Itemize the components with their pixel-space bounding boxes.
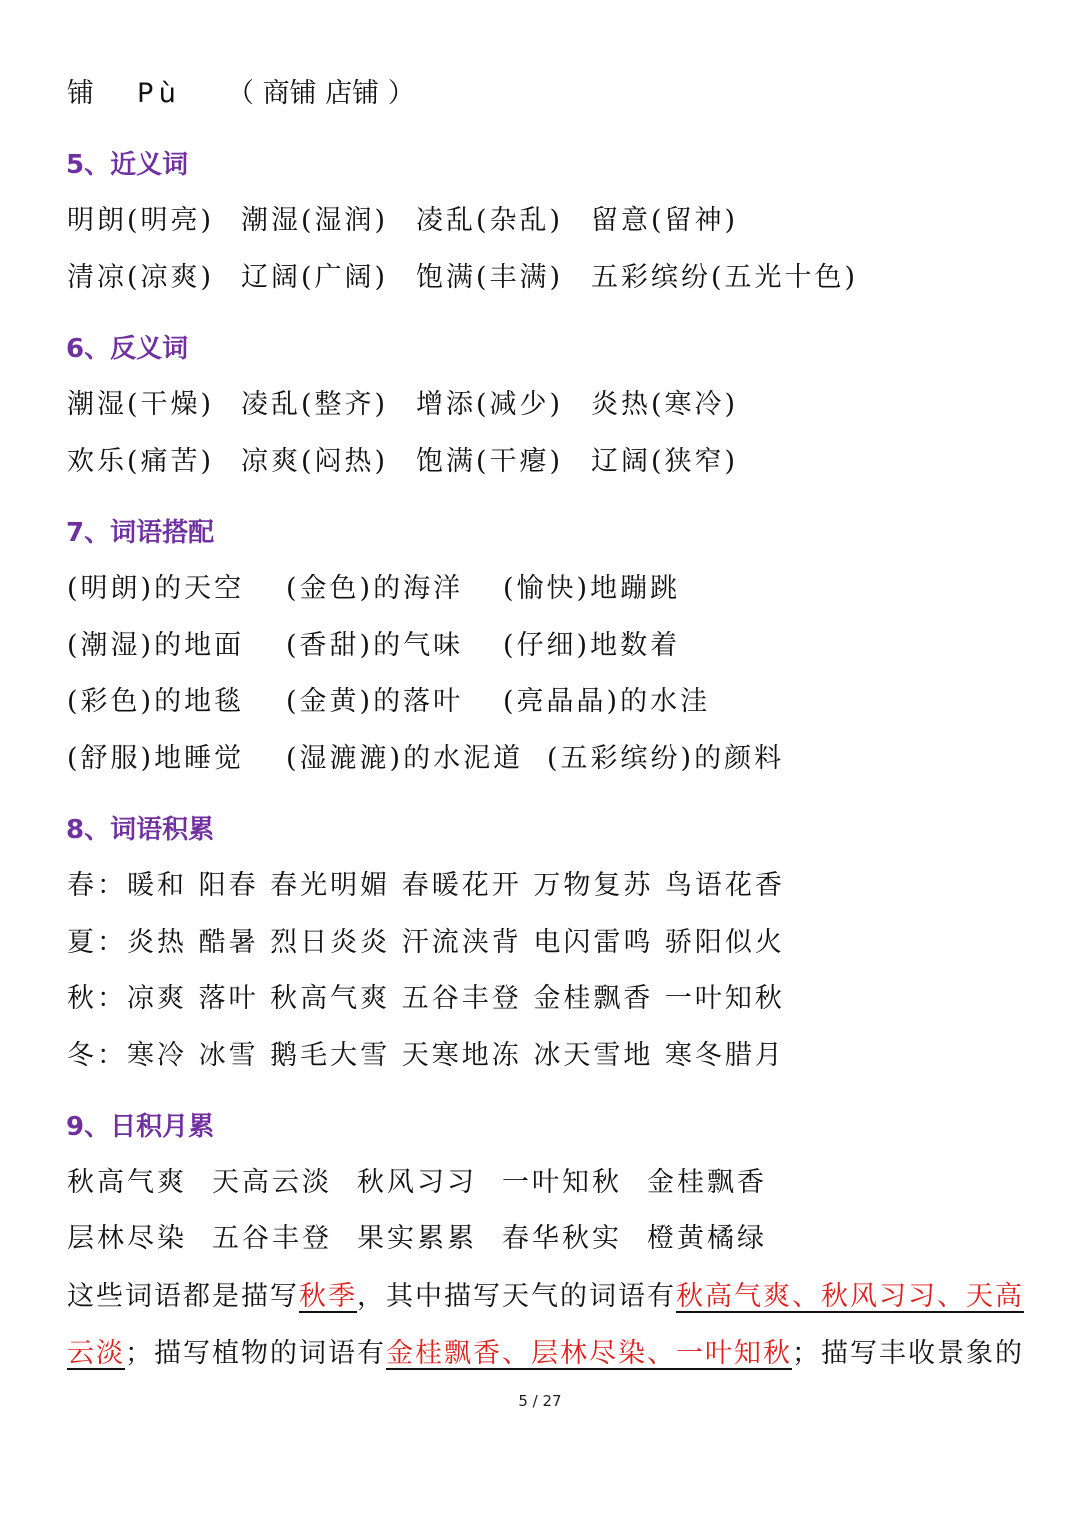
- paragraph-text: ，其中描写天气的词语有: [357, 1281, 676, 1312]
- idiom: 五谷丰登: [212, 1223, 332, 1254]
- pinyin-words: （ 商铺 店铺 ）: [227, 78, 415, 109]
- word-pair: 明朗(明亮): [67, 205, 215, 236]
- page-number: 5 / 27: [518, 1392, 562, 1410]
- section-heading-collocations: 7、词语搭配: [66, 518, 215, 548]
- section-heading-synonyms: 5、近义词: [66, 150, 189, 180]
- collocation: (潮湿)的地面: [67, 630, 245, 661]
- word-pair: 凌乱(整齐): [241, 389, 389, 420]
- word-pair: 欢乐(痛苦): [67, 446, 215, 477]
- collocation: (五彩缤纷)的颜料: [547, 743, 785, 774]
- word-pair: 增添(减少): [416, 389, 564, 420]
- section-heading-vocabulary: 8、词语积累: [66, 815, 215, 845]
- answer-text: 云淡: [67, 1338, 125, 1369]
- word-pair: 饱满(干瘪): [416, 446, 564, 477]
- season-winter: 冬：寒冷 冰雪 鹅毛大雪 天寒地冻 冰天雪地 寒冬腊月: [67, 1040, 785, 1071]
- season-summer: 夏：炎热 酷暑 烈日炎炎 汗流浃背 电闪雷鸣 骄阳似火: [67, 927, 785, 958]
- collocation: (金色)的海洋: [286, 573, 464, 604]
- section-heading-daily-accumulation: 9、日积月累: [66, 1112, 215, 1142]
- paragraph-line-1: [67, 1277, 1040, 1317]
- idiom: 秋风习习: [357, 1167, 477, 1198]
- collocation: (愉快)地蹦跳: [503, 573, 681, 604]
- word-pair: 饱满(丰满): [416, 262, 564, 293]
- word-pair: 留意(留神): [591, 205, 739, 236]
- answer-text: 秋季: [299, 1281, 357, 1312]
- word-pair: 凌乱(杂乱): [416, 205, 564, 236]
- word-pair: 凉爽(闷热): [241, 446, 389, 477]
- paragraph-text: 这些词语都是描写: [67, 1281, 299, 1312]
- word-pair: 辽阔(狭窄): [591, 446, 739, 477]
- collocation: (金黄)的落叶: [286, 686, 464, 717]
- pinyin-char: 铺: [67, 78, 94, 109]
- word-pair: 辽阔(广阔): [241, 262, 389, 293]
- word-pair: 炎热(寒冷): [591, 389, 739, 420]
- idiom: 秋高气爽: [67, 1167, 187, 1198]
- word-pair: 潮湿(干燥): [67, 389, 215, 420]
- pinyin-text: Pù: [137, 78, 182, 109]
- idiom: 层林尽染: [67, 1223, 187, 1254]
- idiom: 春华秋实: [502, 1223, 622, 1254]
- word-pair: 潮湿(湿润): [241, 205, 389, 236]
- paragraph-line-2: [67, 1334, 1040, 1374]
- collocation: (亮晶晶)的水洼: [503, 686, 711, 717]
- answer-text: 金桂飘香、层林尽染、一叶知秋: [386, 1338, 792, 1369]
- idiom: 果实累累: [357, 1223, 477, 1254]
- idiom: 一叶知秋: [502, 1167, 622, 1198]
- collocation: (舒服)地睡觉: [67, 743, 245, 774]
- answer-text: 秋高气爽、秋风习习、天高: [676, 1281, 1024, 1312]
- collocation: (仔细)地数着: [503, 630, 681, 661]
- idiom: 金桂飘香: [647, 1167, 767, 1198]
- idiom: 橙黄橘绿: [647, 1223, 767, 1254]
- word-pair: 清凉(凉爽): [67, 262, 215, 293]
- collocation: (明朗)的天空: [67, 573, 245, 604]
- season-autumn: 秋：凉爽 落叶 秋高气爽 五谷丰登 金桂飘香 一叶知秋: [67, 983, 785, 1014]
- collocation: (香甜)的气味: [286, 630, 464, 661]
- season-spring: 春：暖和 阳春 春光明媚 春暖花开 万物复苏 鸟语花香: [67, 870, 785, 901]
- collocation: (彩色)的地毯: [67, 686, 245, 717]
- paragraph-text: ；描写丰收景象的: [792, 1338, 1024, 1369]
- paragraph-text: ；描写植物的词语有: [125, 1338, 386, 1369]
- collocation: (湿漉漉)的水泥道: [286, 743, 524, 774]
- idiom: 天高云淡: [212, 1167, 332, 1198]
- section-heading-antonyms: 6、反义词: [66, 334, 189, 364]
- word-pair: 五彩缤纷(五光十色): [591, 262, 859, 293]
